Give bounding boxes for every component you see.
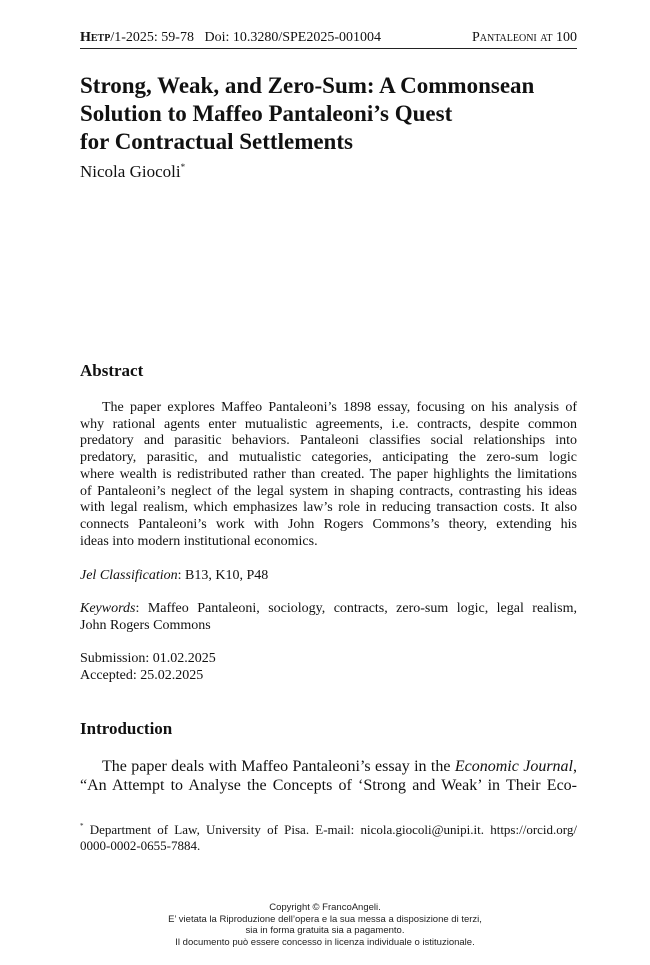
jel-label: Jel Classification [80,568,178,583]
footnote-line [80,818,577,838]
footnote-text: Department of Law, University of Pisa. E-mail: nicola.giocoli@unipi.it. https://orcid.org/ [83,822,577,837]
journal-citation [80,30,381,46]
running-head: Pantaleoni at 100 [472,30,577,45]
journal-issue: /1-2025: 59-78 [110,30,194,45]
title-line: Strong, Weak, and Zero-Sum: A Commonsean [80,73,535,98]
dates [80,651,216,684]
copyright-line: Copyright © FrancoAngeli. [269,902,381,913]
header-rule [80,48,577,49]
abstract-heading: Abstract [80,361,144,380]
abstract-line: The paper explores Maffeo Pantaleoni’s 1898 essay, focusing on his analysis of [102,400,577,415]
journal-name: Economic Journal [454,758,573,775]
keywords-values: : Maffeo Pantaleoni, sociology, contracts, zero-sum logic, legal realism, [135,601,577,616]
author-footnote-marker: * [180,162,186,172]
running-header [80,30,577,48]
author [80,162,185,182]
abstract-line: where wealth is redistributed rather than created. The paper highlights the limitations [80,466,577,482]
copyright-line: E’ vietata la Riproduzione dell’opera e la sua messa a disposizione di terzi, [168,913,482,925]
submission-date: Submission: 01.02.2025 [80,651,216,666]
keywords-line [80,601,577,618]
accepted-date: Accepted: 25.02.2025 [80,667,204,683]
abstract-text [80,400,577,550]
copyright-line: Il documento può essere concesso in licenza individuale o istituzionale. [175,936,475,948]
copyright-notice [0,902,650,948]
journal-abbrev: Hetp [80,30,111,45]
abstract-line: of Pantaleoni’s neglect of the legal system in shaping contracts, contrasting his ideas [80,483,577,499]
footnote [80,818,577,854]
intro-line: “An Attempt to Analyse the Concepts of ‘Strong and Weak’ in Their Eco- [80,777,577,795]
intro-text: The paper deals with Maffeo Pantaleoni’s essay in the [102,758,455,775]
keywords [80,601,577,634]
jel-classification [80,568,268,585]
keywords-label: Keywords [80,601,136,616]
abstract-line: ideas into modern institutional economics. [80,533,318,549]
abstract-line: predatory, parasitic, and mutualistic categories, anticipating the zero-sum logic [80,450,577,466]
jel-codes: : B13, K10, P48 [177,568,269,583]
footnote-line: 0000-0002-0655-7884. [80,838,201,853]
article-title [80,72,600,156]
title-line: for Contractual Settlements [80,129,353,154]
doi: Doi: 10.3280/SPE2025-001004 [204,30,382,45]
author-name: Nicola Giocoli [80,162,181,181]
introduction-heading: Introduction [80,719,173,738]
footnote-marker: * [80,822,84,830]
intro-line [80,757,577,776]
keywords-line: John Rogers Commons [80,617,211,633]
abstract-line: predatory and parasitic behaviors. Pantaleoni classifies social relationships into [80,433,577,449]
copyright-line: sia in forma gratuita sia a pagamento. [245,925,405,936]
abstract-line: why rational agents enter mutualistic agreements, i.e. contracts, despite common [80,416,577,432]
title-line: Solution to Maffeo Pantaleoni’s Quest [80,101,453,126]
abstract-line: with legal realism, which emphasizes law’s role in reducing transaction costs. It also [80,500,577,516]
abstract-line: connects Pantaleoni’s work with John Rogers Commons’s theory, extending his [80,516,577,532]
intro-punct: , [573,758,577,775]
introduction-text [80,757,577,796]
